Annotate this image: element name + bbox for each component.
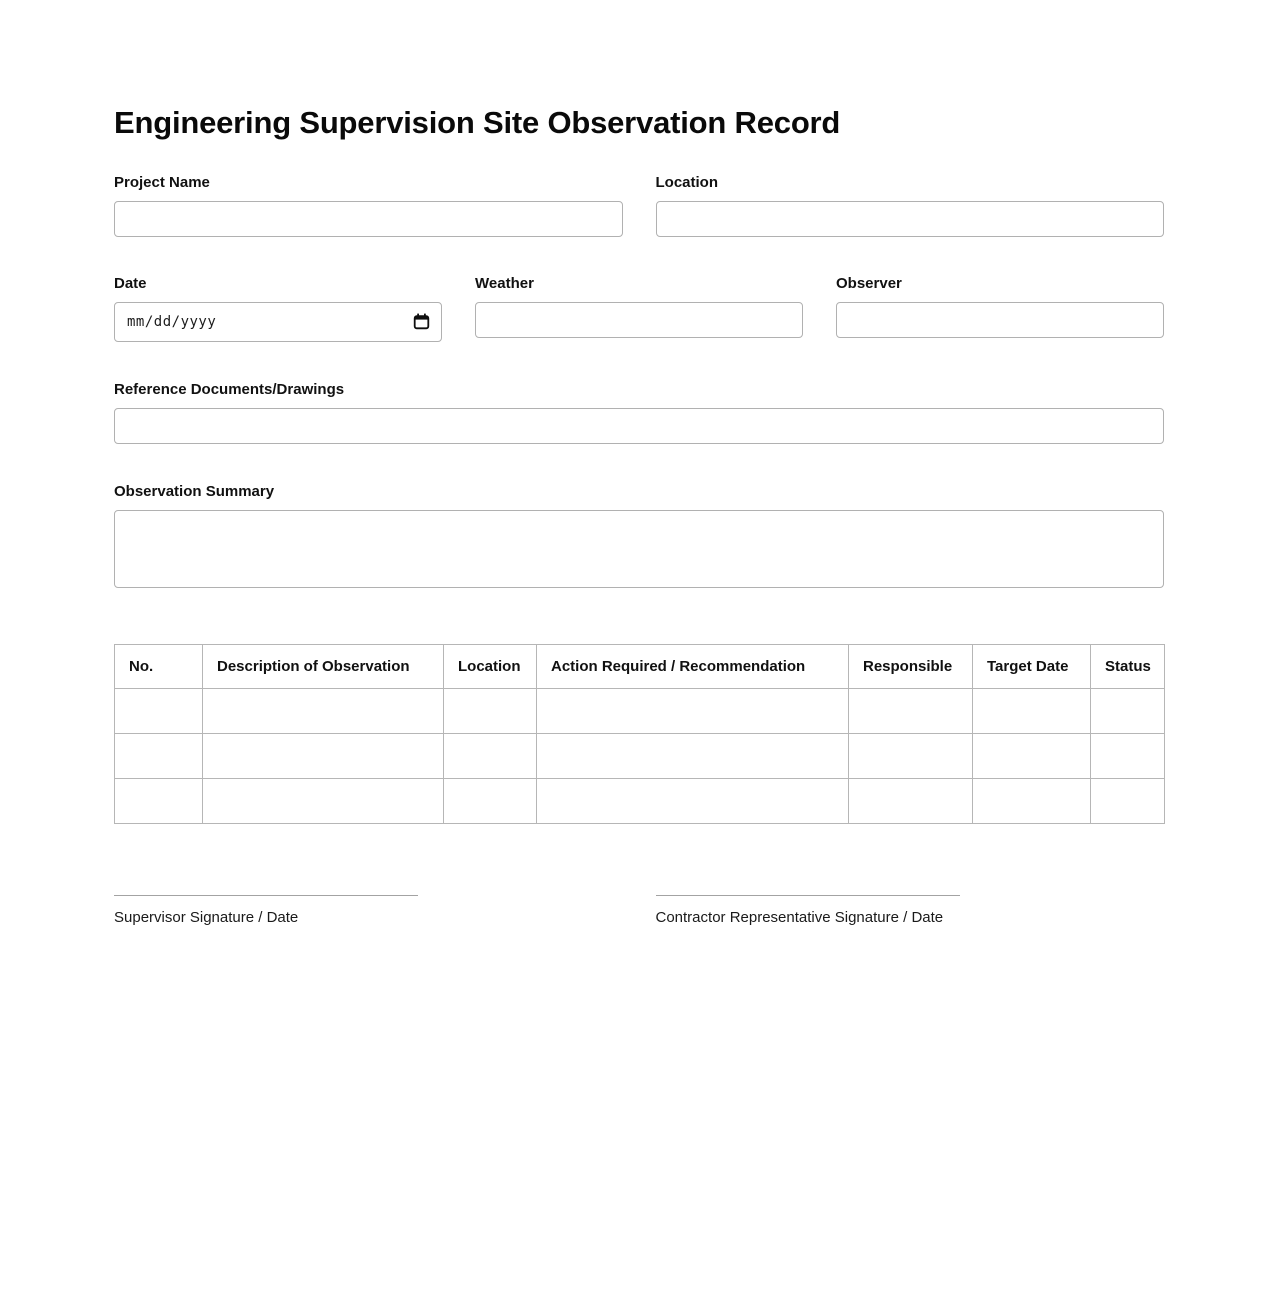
table-cell <box>203 688 444 733</box>
table-cell <box>444 733 537 778</box>
project-name-label: Project Name <box>114 173 210 191</box>
table-cell <box>537 733 849 778</box>
field-observation-summary <box>114 483 1164 593</box>
observations-table <box>114 644 1165 824</box>
field-project-name <box>114 174 623 237</box>
table-cell <box>1091 688 1165 733</box>
table-cell <box>849 778 973 823</box>
col-header-status: Status <box>1091 644 1165 688</box>
table-cell <box>203 733 444 778</box>
field-location <box>656 174 1165 237</box>
contractor-signature-block <box>656 895 1165 927</box>
observation-summary-label: Observation Summary <box>114 482 275 500</box>
form-container <box>114 0 1164 927</box>
observer-label: Observer <box>836 274 902 292</box>
page-title: Engineering Supervision Site Observation Record <box>114 105 841 140</box>
row-date-weather-observer <box>114 275 1164 342</box>
table-cell <box>973 733 1091 778</box>
table-cell <box>849 733 973 778</box>
table-cell <box>115 733 203 778</box>
location-label: Location <box>655 173 718 191</box>
observations-table-body <box>115 688 1165 823</box>
date-placeholder-text: mm/dd/yyyy <box>127 313 217 330</box>
table-cell <box>203 778 444 823</box>
signature-section <box>114 895 1164 927</box>
observation-summary-textarea[interactable] <box>114 510 1164 588</box>
col-header-no: No. <box>115 644 203 688</box>
supervisor-signature-label: Supervisor Signature / Date <box>114 908 299 926</box>
reference-documents-input[interactable] <box>114 408 1164 444</box>
date-input[interactable] <box>114 302 442 342</box>
col-header-action-required: Action Required / Recommendation <box>537 644 849 688</box>
table-cell <box>1091 733 1165 778</box>
col-header-responsible: Responsible <box>849 644 973 688</box>
weather-input[interactable] <box>475 302 803 338</box>
table-cell <box>849 688 973 733</box>
contractor-signature-line <box>656 895 960 896</box>
table-cell <box>537 688 849 733</box>
table-header-row <box>115 644 1165 688</box>
field-observer <box>836 275 1164 342</box>
col-header-location: Location <box>444 644 537 688</box>
table-cell <box>1091 778 1165 823</box>
table-row <box>115 733 1165 778</box>
table-cell <box>973 688 1091 733</box>
reference-documents-label: Reference Documents/Drawings <box>114 380 345 398</box>
col-header-description: Description of Observation <box>203 644 444 688</box>
project-name-input[interactable] <box>114 201 623 237</box>
row-project-location <box>114 174 1164 237</box>
observer-input[interactable] <box>836 302 1164 338</box>
table-cell <box>973 778 1091 823</box>
field-date <box>114 275 442 342</box>
table-row <box>115 778 1165 823</box>
calendar-icon[interactable] <box>413 313 430 330</box>
supervisor-signature-block <box>114 895 623 927</box>
weather-label: Weather <box>475 274 534 292</box>
table-cell <box>115 688 203 733</box>
col-header-target-date: Target Date <box>973 644 1091 688</box>
contractor-signature-label: Contractor Representative Signature / Date <box>655 908 944 926</box>
table-row <box>115 688 1165 733</box>
field-weather <box>475 275 803 342</box>
date-label: Date <box>114 274 147 292</box>
supervisor-signature-line <box>114 895 418 896</box>
table-cell <box>537 778 849 823</box>
table-cell <box>444 688 537 733</box>
table-cell <box>444 778 537 823</box>
table-cell <box>115 778 203 823</box>
field-reference-documents <box>114 381 1164 444</box>
location-input[interactable] <box>656 201 1165 237</box>
